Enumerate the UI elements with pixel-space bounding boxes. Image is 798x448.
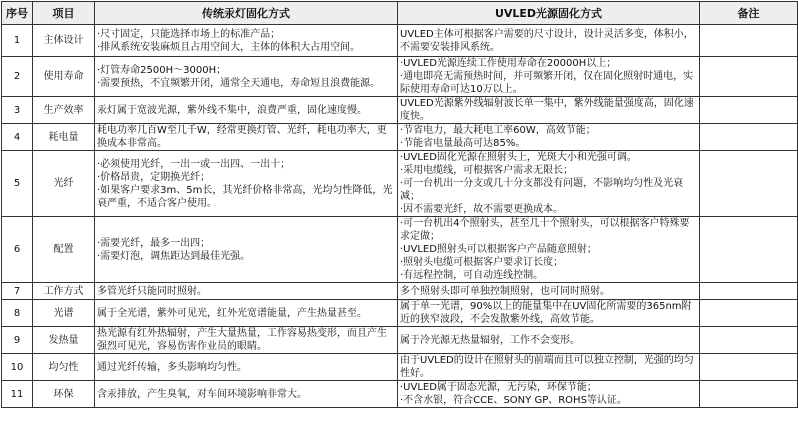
uvled-cell-line: ·因不需要光纤，故不需要更换成本。: [400, 204, 564, 215]
mercury-cell-line: 属于全光谱，紫外可见光，红外光宽谱能量，产生热量甚至。: [97, 307, 367, 319]
row-number: 7: [2, 283, 33, 300]
header-remark: 备注: [700, 2, 798, 25]
row-item: 均匀性: [33, 354, 95, 381]
mercury-cell: [95, 283, 398, 300]
header-mercury: 传统汞灯固化方式: [95, 2, 398, 25]
row-number: 11: [2, 381, 33, 408]
mercury-cell-line: ·需要灯泡，调焦距达到最佳光强。: [97, 250, 251, 262]
table-row: [2, 151, 798, 217]
mercury-cell: [95, 217, 398, 283]
remark-cell: [700, 300, 798, 327]
row-number: 5: [2, 151, 33, 217]
uvled-cell: [398, 283, 700, 300]
row-number: 8: [2, 300, 33, 327]
remark-cell: [700, 327, 798, 354]
table-row: [2, 300, 798, 327]
mercury-cell-line: 热光源有红外热辐射，产生大量热量，工作容易热变形，而且产生强烈可见光，容易伤害作业员的眼睛。: [97, 328, 387, 352]
mercury-cell: [95, 124, 398, 151]
comparison-table: [1, 1, 798, 408]
uvled-cell-line: ·不含水银，符合CCE、SONY GP、ROHS等认证。: [400, 395, 627, 406]
remark-cell: [700, 97, 798, 124]
uvled-cell-line: ·节能省电量最高可达85%。: [400, 138, 526, 149]
uvled-cell: [398, 57, 700, 97]
row-item: 耗电量: [33, 124, 95, 151]
header-row: [2, 2, 798, 25]
row-number: 9: [2, 327, 33, 354]
mercury-cell: [95, 354, 398, 381]
mercury-cell: [95, 25, 398, 57]
uvled-cell-line: 多个照射头即可单独控制照射，也可同时照射。: [400, 285, 610, 297]
uvled-cell: [398, 381, 700, 408]
uvled-cell: [398, 300, 700, 327]
mercury-cell-line: 含汞排放，产生臭氧，对车间环境影响非常大。: [97, 388, 307, 400]
row-number: 3: [2, 97, 33, 124]
uvled-cell-line: 由于UVLED的设计在照射头的前端而且可以独立控制，光强的均匀性好。: [400, 355, 694, 379]
row-item: 使用寿命: [33, 57, 95, 97]
mercury-cell: [95, 97, 398, 124]
uvled-cell: [398, 25, 700, 57]
uvled-cell-line: 属于冷光源无热量辐射，工作不会变形。: [400, 334, 580, 346]
uvled-cell-line: ·可一台机出4个照射头，甚至几十个照射头，可以根据客户特殊要求定做；: [400, 218, 690, 242]
mercury-cell-line: ·排风系统安装麻烦且占用空间大，主体的体积大占用空间。: [97, 41, 361, 53]
table-row: [2, 124, 798, 151]
row-number: 6: [2, 217, 33, 283]
uvled-cell: [398, 97, 700, 124]
row-item: 环保: [33, 381, 95, 408]
remark-cell: [700, 283, 798, 300]
uvled-cell-line: ·节省电力，最大耗电工率60W，高效节能；: [400, 125, 596, 136]
mercury-cell: [95, 381, 398, 408]
uvled-cell-line: ·照射头电缆可根据客户要求订长度；: [400, 257, 564, 268]
table-row: [2, 217, 798, 283]
remark-cell: [700, 57, 798, 97]
row-item: 光谱: [33, 300, 95, 327]
table-row: [2, 97, 798, 124]
mercury-cell-line: ·需要光纤，最多一出四；: [97, 237, 211, 249]
row-item: 发热量: [33, 327, 95, 354]
uvled-cell-line: ·有远程控制，可自动连线控制。: [400, 270, 544, 281]
remark-cell: [700, 25, 798, 57]
row-item: 主体设计: [33, 25, 95, 57]
uvled-cell-line: ·UVLED光源连续工作使用寿命在20000H以上；: [400, 58, 617, 69]
mercury-cell: [95, 300, 398, 327]
uvled-cell-line: 属于单一光谱，90%以上的能量集中在UV固化所需要的365nm附近的狭窄波段，不会发散紫外线，高效节能。: [400, 301, 692, 325]
uvled-cell-line: ·UVLED固化光源在照射头上，光斑大小和光强可调。: [400, 152, 637, 163]
remark-cell: [700, 381, 798, 408]
mercury-cell-line: 耗电功率几百W至几千W，经常更换灯管、光纤，耗电功率大，更换成本非常高。: [97, 125, 387, 149]
uvled-cell: [398, 124, 700, 151]
remark-cell: [700, 124, 798, 151]
header-seq: 序号: [2, 2, 33, 25]
uvled-cell-line: UVLED光源紫外线辐射波长单一集中，紫外线能量强度高，固化速度快。: [400, 98, 694, 122]
mercury-cell-line: ·需要预热，不宜频繁开闭，通常全天通电，寿命短且浪费能源。: [97, 77, 381, 89]
uvled-cell-line: ·可一台机出一分支或几十分支都没有问题，不影响均匀性及光衰减；: [400, 178, 684, 202]
table-row: [2, 283, 798, 300]
uvled-cell-line: ·采用电缆线，可根据客户需求无限长；: [400, 165, 574, 176]
uvled-cell-line: UVLED主体可根据客户需要的尺寸设计，设计灵活多变，体积小，不需要安装排风系统。: [400, 28, 694, 53]
row-number: 4: [2, 124, 33, 151]
row-item: 工作方式: [33, 283, 95, 300]
row-item: 光纤: [33, 151, 95, 217]
mercury-cell-line: 汞灯属于宽波光源，紫外线不集中，浪费严重，固化速度慢。: [97, 104, 367, 116]
mercury-cell-line: 通过光纤传输，多头影响均匀性。: [97, 361, 247, 373]
uvled-cell: [398, 327, 700, 354]
remark-cell: [700, 217, 798, 283]
row-item: 配置: [33, 217, 95, 283]
table-row: [2, 25, 798, 57]
table-row: [2, 327, 798, 354]
row-item: 生产效率: [33, 97, 95, 124]
remark-cell: [700, 354, 798, 381]
mercury-cell-line: ·尺寸固定，只能选择市场上的标准产品；: [97, 28, 281, 40]
table-row: [2, 354, 798, 381]
uvled-cell: [398, 354, 700, 381]
row-number: 2: [2, 57, 33, 97]
mercury-cell-line: ·灯管寿命2500H～3000H；: [97, 64, 227, 76]
header-item: 项目: [33, 2, 95, 25]
mercury-cell: [95, 151, 398, 217]
uvled-cell: [398, 151, 700, 217]
uvled-cell-line: ·UVLED照射头可以根据客户产品随意照射；: [400, 244, 597, 255]
uvled-cell-line: ·UVLED属于固态光源，无污染，环保节能；: [400, 382, 597, 393]
mercury-cell-line: ·必须使用光纤，一出一或一出四、一出十；: [97, 158, 291, 170]
mercury-cell-line: ·如果客户要求3m、5m长，其光纤价格非常高，光均匀性降低，光衰严重，不适合客户使用。: [97, 184, 393, 209]
uvled-cell-line: ·通电即亮无需预热时间，并可频繁开闭，仅在固化照射时通电，实际使用寿命可达10万以上。: [400, 71, 694, 95]
header-uvled: UVLED光源固化方式: [398, 2, 700, 25]
mercury-cell-line: ·价格昂贵，定期换光纤；: [97, 171, 211, 183]
row-number: 10: [2, 354, 33, 381]
mercury-cell-line: 多管光纤只能同时照射。: [97, 285, 207, 297]
remark-cell: [700, 151, 798, 217]
table-row: [2, 57, 798, 97]
row-number: 1: [2, 25, 33, 57]
uvled-cell: [398, 217, 700, 283]
mercury-cell: [95, 57, 398, 97]
mercury-cell: [95, 327, 398, 354]
table-row: [2, 381, 798, 408]
